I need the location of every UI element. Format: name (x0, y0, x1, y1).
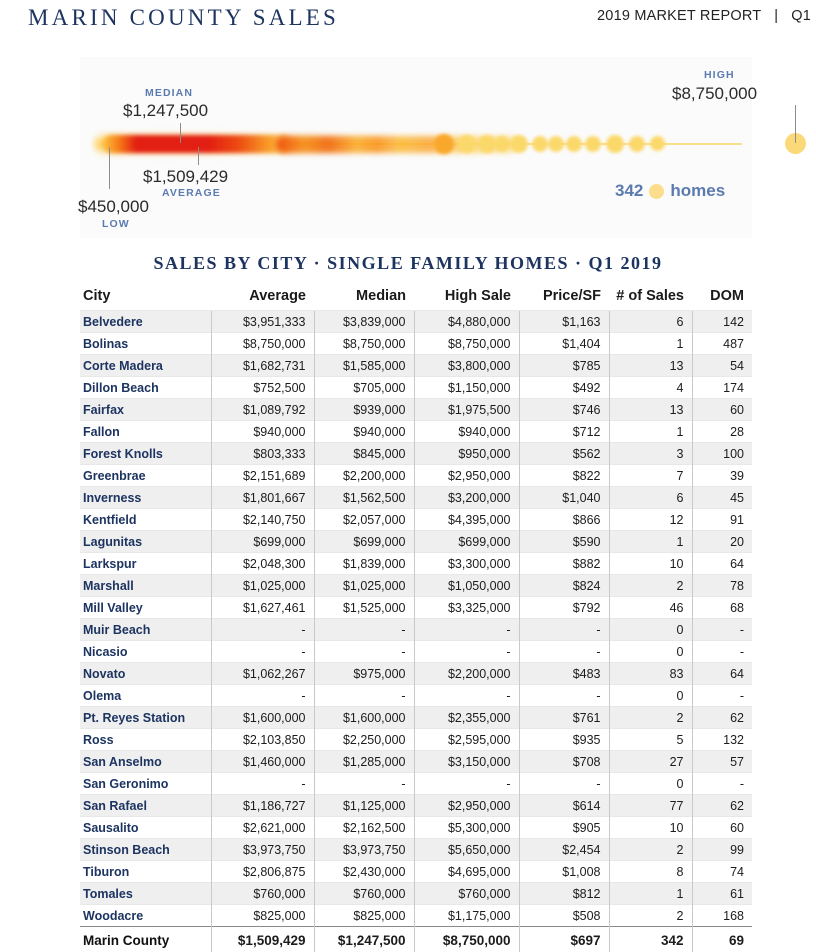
cell-high: $8,750,000 (414, 333, 519, 355)
average-value: $1,509,429 (143, 167, 228, 187)
cell-psf: $785 (519, 355, 609, 377)
data-point (548, 136, 564, 152)
cell-city: Bolinas (80, 333, 211, 355)
data-point (650, 136, 665, 151)
cell-dom: 74 (692, 861, 752, 883)
data-point (458, 135, 476, 153)
table-row (80, 883, 752, 905)
cell-sales: 0 (609, 685, 692, 707)
cell-psf: $935 (519, 729, 609, 751)
table-body (80, 311, 752, 952)
cell-average: $2,140,750 (211, 509, 314, 531)
cell-high: $4,395,000 (414, 509, 519, 531)
cell-sales: 13 (609, 355, 692, 377)
chart-plot-area (80, 57, 752, 238)
data-point (606, 135, 624, 153)
cell-average: $1,460,000 (211, 751, 314, 773)
column-header-dom[interactable]: DOM (692, 288, 752, 311)
column-header-average[interactable]: Average (211, 288, 314, 311)
table-row (80, 619, 752, 641)
cell-high: $3,300,000 (414, 553, 519, 575)
low-leader-line (109, 147, 110, 189)
cell-sales: 7 (609, 465, 692, 487)
cell-dom: 487 (692, 333, 752, 355)
median-leader-line (180, 123, 181, 143)
cell-average: - (211, 641, 314, 663)
page-header (0, 0, 816, 44)
table-row (80, 905, 752, 927)
cell-psf: - (519, 685, 609, 707)
cell-city: Forest Knolls (80, 443, 211, 465)
cell-median: $1,025,000 (314, 575, 414, 597)
cell-dom: 62 (692, 707, 752, 729)
cell-psf: $590 (519, 531, 609, 553)
cell-psf: $824 (519, 575, 609, 597)
cell-psf: $508 (519, 905, 609, 927)
data-point (629, 136, 645, 152)
cell-average: $2,806,875 (211, 861, 314, 883)
cell-average: $1,089,792 (211, 399, 314, 421)
cell-dom: 60 (692, 399, 752, 421)
cell-high: $2,595,000 (414, 729, 519, 751)
cell-dom: 62 (692, 795, 752, 817)
cell-high: - (414, 641, 519, 663)
cell-psf: $761 (519, 707, 609, 729)
cell-average: $2,103,850 (211, 729, 314, 751)
table-row (80, 487, 752, 509)
cell-city: Kentfield (80, 509, 211, 531)
cell-psf: $1,008 (519, 861, 609, 883)
high-value: $8,750,000 (672, 84, 757, 104)
cell-city: Belvedere (80, 311, 211, 333)
legend-dot-icon (649, 184, 664, 199)
cell-high: $1,050,000 (414, 575, 519, 597)
cell-sales: 77 (609, 795, 692, 817)
cell-average: $1,186,727 (211, 795, 314, 817)
cell-psf: $712 (519, 421, 609, 443)
cell-dom: 64 (692, 663, 752, 685)
table-row (80, 377, 752, 399)
cell-city: Olema (80, 685, 211, 707)
sales-by-city-table (80, 288, 752, 952)
cell-average: $8,750,000 (211, 333, 314, 355)
cell-dom: 100 (692, 443, 752, 465)
cell-city: Larkspur (80, 553, 211, 575)
data-point (566, 136, 582, 152)
cell-city: Muir Beach (80, 619, 211, 641)
cell-sales: 13 (609, 399, 692, 421)
cell-city: Dillon Beach (80, 377, 211, 399)
cell-median: - (314, 685, 414, 707)
cell-high: $5,300,000 (414, 817, 519, 839)
cell-average: $1,509,429 (211, 927, 314, 952)
cell-median: $3,839,000 (314, 311, 414, 333)
cell-city: Fairfax (80, 399, 211, 421)
homes-unit-label: homes (670, 181, 725, 201)
high-leader-line (795, 105, 796, 143)
cell-psf: $1,404 (519, 333, 609, 355)
cell-sales: 1 (609, 531, 692, 553)
data-point (434, 134, 454, 154)
cell-average: $1,600,000 (211, 707, 314, 729)
cell-city: Ross (80, 729, 211, 751)
quarter-label: Q1 (791, 8, 811, 24)
cell-median: $2,200,000 (314, 465, 414, 487)
cell-high: $760,000 (414, 883, 519, 905)
cell-dom: 28 (692, 421, 752, 443)
low-value: $450,000 (78, 197, 149, 217)
cell-psf: $822 (519, 465, 609, 487)
table-row (80, 641, 752, 663)
cell-median: $1,600,000 (314, 707, 414, 729)
cell-median: $2,162,500 (314, 817, 414, 839)
cell-high: $3,800,000 (414, 355, 519, 377)
cell-average: $803,333 (211, 443, 314, 465)
table-row (80, 751, 752, 773)
cell-average: $3,951,333 (211, 311, 314, 333)
cell-average: $1,801,667 (211, 487, 314, 509)
cell-psf: - (519, 641, 609, 663)
cell-city: Mill Valley (80, 597, 211, 619)
table-total-row (80, 927, 752, 952)
table-row (80, 575, 752, 597)
table-row (80, 795, 752, 817)
column-header-num-sales[interactable]: # of Sales (609, 288, 692, 311)
cell-median: $825,000 (314, 905, 414, 927)
cell-sales: 5 (609, 729, 692, 751)
table-row (80, 773, 752, 795)
cell-psf: $866 (519, 509, 609, 531)
table-row (80, 421, 752, 443)
table-header (80, 288, 752, 311)
cell-average: $1,025,000 (211, 575, 314, 597)
cell-high: - (414, 619, 519, 641)
cell-dom: 174 (692, 377, 752, 399)
density-mid (276, 136, 406, 153)
cell-sales: 27 (609, 751, 692, 773)
table-row (80, 553, 752, 575)
median-label: MEDIAN (145, 87, 193, 99)
cell-median: $1,285,000 (314, 751, 414, 773)
cell-dom: 91 (692, 509, 752, 531)
cell-sales: 0 (609, 773, 692, 795)
table-row (80, 443, 752, 465)
cell-psf: $792 (519, 597, 609, 619)
cell-psf: $614 (519, 795, 609, 817)
cell-average: $2,151,689 (211, 465, 314, 487)
data-point (585, 136, 601, 152)
cell-psf: $1,163 (519, 311, 609, 333)
cell-dom: - (692, 619, 752, 641)
cell-dom: - (692, 773, 752, 795)
cell-sales: 2 (609, 575, 692, 597)
cell-psf: $697 (519, 927, 609, 952)
report-label: 2019 MARKET REPORT (597, 8, 761, 24)
cell-sales: 0 (609, 619, 692, 641)
cell-psf: $905 (519, 817, 609, 839)
cell-median: $1,585,000 (314, 355, 414, 377)
table-header-row (80, 288, 752, 311)
cell-city: San Geronimo (80, 773, 211, 795)
cell-dom: 45 (692, 487, 752, 509)
cell-average: $699,000 (211, 531, 314, 553)
cell-average: $825,000 (211, 905, 314, 927)
data-point (494, 136, 510, 152)
cell-psf: $746 (519, 399, 609, 421)
cell-average: $1,682,731 (211, 355, 314, 377)
cell-high: $940,000 (414, 421, 519, 443)
cell-city: Marshall (80, 575, 211, 597)
cell-sales: 8 (609, 861, 692, 883)
cell-average: - (211, 773, 314, 795)
table-title: SALES BY CITY · SINGLE FAMILY HOMES · Q1 2019 (0, 253, 816, 274)
cell-sales: 3 (609, 443, 692, 465)
cell-median: $845,000 (314, 443, 414, 465)
cell-high: $3,200,000 (414, 487, 519, 509)
cell-dom: 64 (692, 553, 752, 575)
cell-median: $1,125,000 (314, 795, 414, 817)
cell-average: $3,973,750 (211, 839, 314, 861)
cell-psf: $882 (519, 553, 609, 575)
cell-psf: $708 (519, 751, 609, 773)
cell-median: $2,057,000 (314, 509, 414, 531)
cell-average: $2,048,300 (211, 553, 314, 575)
table-row (80, 663, 752, 685)
data-point (532, 136, 548, 152)
table-row (80, 509, 752, 531)
cell-sales: 2 (609, 707, 692, 729)
cell-dom: - (692, 685, 752, 707)
cell-city: Tiburon (80, 861, 211, 883)
cell-high: $4,695,000 (414, 861, 519, 883)
table-row (80, 465, 752, 487)
table-row (80, 311, 752, 333)
cell-psf: - (519, 619, 609, 641)
cell-sales: 4 (609, 377, 692, 399)
table-row (80, 817, 752, 839)
cell-high: $5,650,000 (414, 839, 519, 861)
cell-sales: 6 (609, 487, 692, 509)
cell-high: $2,355,000 (414, 707, 519, 729)
cell-dom: 69 (692, 927, 752, 952)
header-meta (597, 8, 811, 24)
table-row (80, 333, 752, 355)
cell-high: $699,000 (414, 531, 519, 553)
cell-psf: - (519, 773, 609, 795)
median-value: $1,247,500 (123, 101, 208, 121)
cell-dom: 78 (692, 575, 752, 597)
cell-dom: 168 (692, 905, 752, 927)
cell-median: $2,250,000 (314, 729, 414, 751)
cell-average: - (211, 685, 314, 707)
cell-median: $2,430,000 (314, 861, 414, 883)
cell-sales: 10 (609, 553, 692, 575)
chart-legend (615, 181, 725, 201)
price-distribution-chart (80, 57, 752, 238)
cell-sales: 83 (609, 663, 692, 685)
cell-psf: $2,454 (519, 839, 609, 861)
cell-sales: 2 (609, 905, 692, 927)
cell-psf: $1,040 (519, 487, 609, 509)
cell-dom: 68 (692, 597, 752, 619)
cell-dom: - (692, 641, 752, 663)
cell-city: San Anselmo (80, 751, 211, 773)
cell-city: Fallon (80, 421, 211, 443)
low-label: LOW (102, 218, 130, 230)
cell-high: $4,880,000 (414, 311, 519, 333)
cell-average: - (211, 619, 314, 641)
cell-city: Tomales (80, 883, 211, 905)
cell-median: - (314, 773, 414, 795)
header-separator: | (774, 8, 778, 24)
cell-dom: 54 (692, 355, 752, 377)
table-row (80, 399, 752, 421)
cell-psf: $492 (519, 377, 609, 399)
cell-sales: 10 (609, 817, 692, 839)
cell-average: $752,500 (211, 377, 314, 399)
cell-high: $3,150,000 (414, 751, 519, 773)
cell-dom: 20 (692, 531, 752, 553)
cell-high: - (414, 685, 519, 707)
high-label: HIGH (704, 69, 735, 81)
column-header-city[interactable]: City (80, 288, 211, 311)
cell-average: $2,621,000 (211, 817, 314, 839)
cell-psf: $483 (519, 663, 609, 685)
cell-city: Inverness (80, 487, 211, 509)
cell-median: $705,000 (314, 377, 414, 399)
cell-city: Greenbrae (80, 465, 211, 487)
cell-city: Stinson Beach (80, 839, 211, 861)
cell-high: $2,200,000 (414, 663, 519, 685)
cell-dom: 132 (692, 729, 752, 751)
cell-dom: 61 (692, 883, 752, 905)
table-row (80, 861, 752, 883)
cell-high: $950,000 (414, 443, 519, 465)
cell-dom: 142 (692, 311, 752, 333)
cell-median: $760,000 (314, 883, 414, 905)
density-core-hot (102, 135, 292, 153)
cell-city: Marin County (80, 927, 211, 952)
cell-sales: 342 (609, 927, 692, 952)
table-row (80, 839, 752, 861)
cell-city: Novato (80, 663, 211, 685)
cell-dom: 60 (692, 817, 752, 839)
column-header-high-sale[interactable]: High Sale (414, 288, 519, 311)
cell-city: Woodacre (80, 905, 211, 927)
cell-median: $1,247,500 (314, 927, 414, 952)
cell-sales: 1 (609, 333, 692, 355)
cell-city: Corte Madera (80, 355, 211, 377)
cell-median: $939,000 (314, 399, 414, 421)
cell-dom: 39 (692, 465, 752, 487)
cell-sales: 0 (609, 641, 692, 663)
cell-sales: 1 (609, 883, 692, 905)
cell-sales: 6 (609, 311, 692, 333)
cell-psf: $562 (519, 443, 609, 465)
cell-city: Sausalito (80, 817, 211, 839)
cell-median: $699,000 (314, 531, 414, 553)
cell-median: $940,000 (314, 421, 414, 443)
cell-dom: 99 (692, 839, 752, 861)
cell-median: $1,839,000 (314, 553, 414, 575)
cell-city: Pt. Reyes Station (80, 707, 211, 729)
cell-sales: 12 (609, 509, 692, 531)
cell-dom: 57 (692, 751, 752, 773)
cell-median: $975,000 (314, 663, 414, 685)
cell-average: $1,627,461 (211, 597, 314, 619)
cell-high: $2,950,000 (414, 465, 519, 487)
cell-median: $1,562,500 (314, 487, 414, 509)
cell-psf: $812 (519, 883, 609, 905)
cell-average: $940,000 (211, 421, 314, 443)
cell-sales: 1 (609, 421, 692, 443)
cell-high: $8,750,000 (414, 927, 519, 952)
cell-median: - (314, 641, 414, 663)
cell-high: $1,150,000 (414, 377, 519, 399)
cell-high: $1,175,000 (414, 905, 519, 927)
cell-sales: 2 (609, 839, 692, 861)
table-row (80, 531, 752, 553)
cell-average: $1,062,267 (211, 663, 314, 685)
cell-high: $2,950,000 (414, 795, 519, 817)
cell-high: $1,975,500 (414, 399, 519, 421)
column-header-price-sf[interactable]: Price/SF (519, 288, 609, 311)
table-row (80, 597, 752, 619)
average-label: AVERAGE (162, 187, 221, 199)
column-header-median[interactable]: Median (314, 288, 414, 311)
homes-count-value: 342 (615, 181, 643, 201)
cell-median: - (314, 619, 414, 641)
cell-city: San Rafael (80, 795, 211, 817)
data-point (510, 135, 528, 153)
table-row (80, 707, 752, 729)
cell-high: $3,325,000 (414, 597, 519, 619)
cell-city: Lagunitas (80, 531, 211, 553)
cell-average: $760,000 (211, 883, 314, 905)
cell-sales: 46 (609, 597, 692, 619)
cell-median: $8,750,000 (314, 333, 414, 355)
cell-high: - (414, 773, 519, 795)
table-row (80, 685, 752, 707)
table-row (80, 355, 752, 377)
cell-city: Nicasio (80, 641, 211, 663)
average-leader-line (198, 147, 199, 165)
cell-median: $1,525,000 (314, 597, 414, 619)
cell-median: $3,973,750 (314, 839, 414, 861)
table-row (80, 729, 752, 751)
page-title: MARIN COUNTY SALES (28, 5, 339, 31)
